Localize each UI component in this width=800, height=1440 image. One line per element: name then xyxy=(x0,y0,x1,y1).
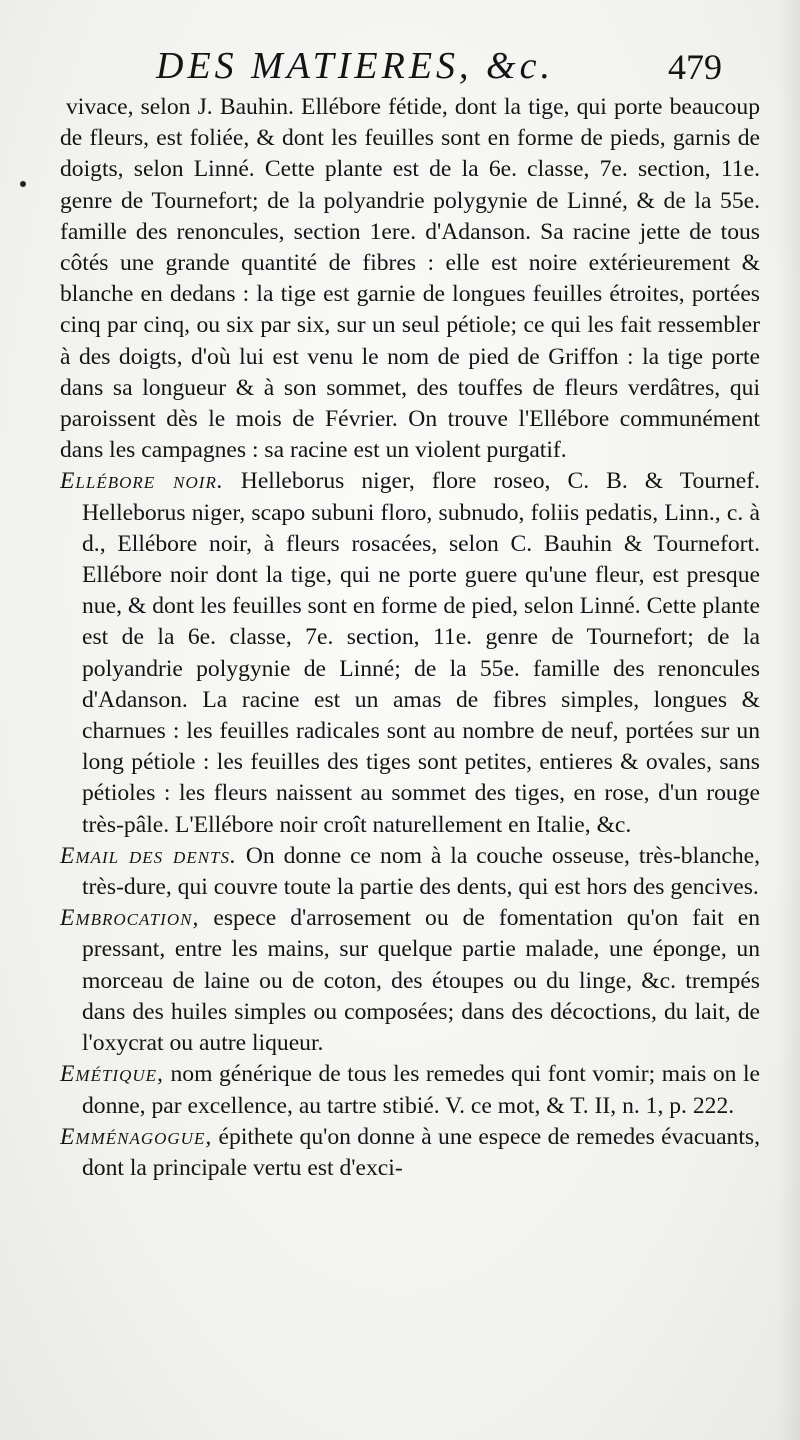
page-header xyxy=(0,44,800,96)
entry-text: nom générique de tous les remedes qui font vomir; mais on le donne, par excellence, au tartre stibié. V. ce mot, & T. II, n. 1, p. 222. xyxy=(82,1061,760,1119)
entry-text: On donne ce nom à la couche osseuse, très-blanche, très-dure, qui couvre toute la partie des dents, qui est hors des gencives. xyxy=(82,842,761,901)
entry-headword: Embrocation, xyxy=(60,905,200,932)
index-entries xyxy=(60,92,760,1184)
entry-headword: Emménagogue, xyxy=(60,1123,213,1150)
margin-bullet-mark xyxy=(20,181,26,187)
entry-text: Helleborus niger, flore roseo, C. B. & Tournef. Helleborus niger, scapo subuni floro, subnudo, foliis pedatis, Linn., c. à d., Ellébore noir, à fleurs rosacées, selon C. Bauhin & Tournefort. Ellébore noir dont la tige, qui ne porte guere qu'une fleur, est presque nue, & dont les feuilles sont en forme de pied, selon Linné. Cette plante est de la 6e. classe, 7e. section, 11e. genre de Tournefort; de la polyandrie polygynie de Linné; de la 55e. famille des renoncules d'Adanson. La racine est un amas de fibres simples, longues & charnues : les feuilles radicales sont au nombre de neuf, portées sur un long pétiole : les feuilles des tiges sont petites, entieres & ovales, sans pétioles : les fleurs naissent au sommet des tiges, en rose, d'un rouge très-pâle. L'Ellébore noir croît naturellement en Italie, &c. xyxy=(82,468,761,838)
entry-emetique xyxy=(60,1059,760,1121)
entry-email-des-dents xyxy=(60,841,760,903)
page-number: 479 xyxy=(668,47,722,87)
running-head: DES MATIERES, &c. xyxy=(156,45,554,87)
entry-ellebore-noir xyxy=(60,466,760,840)
page-edge-shadow xyxy=(778,0,800,1440)
entry-ellebore-fetide-continuation xyxy=(60,92,760,466)
entry-headword: Ellébore noir. xyxy=(60,468,224,495)
entry-text: espece d'arrosement ou de fomentation qu'on fait en pressant, entre les mains, sur quelque partie malade, une éponge, un morceau de laine ou de coton, des étoupes ou du linge, &c. trempés dans des huiles simples ou composées; dans des décoctions, du lait, de l'oxycrat ou autre liqueur. xyxy=(82,905,761,1057)
entry-text: épithete qu'on donne à une espece de remedes évacuants, dont la principale vertu est d'exci- xyxy=(82,1123,760,1181)
entry-headword: Email des dents. xyxy=(60,842,237,869)
entry-emmenagogue xyxy=(60,1122,760,1184)
entry-embrocation xyxy=(60,903,760,1059)
entry-headword: Emétique, xyxy=(60,1061,164,1088)
entry-text: vivace, selon J. Bauhin. Ellébore fétide, dont la tige, qui porte beaucoup de fleurs, est foliée, & dont les feuilles sont en forme de pieds, garnis de doigts, selon Linné. Cette plante est de la 6e. classe, 7e. section, 11e. genre de Tournefort; de la polyandrie polygynie de Linné, & de la 55e. famille des renoncules, section 1ere. d'Adanson. Sa racine jette de tous côtés une grande quantité de fibres : elle est noire extérieurement & blanche en dedans : la tige est garnie de longues feuilles étroites, portées cinq par cinq, ou six par six, sur un seul pétiole; ce qui les fait ressembler à des doigts, d'où lui est venu le nom de pied de Griffon : la tige porte dans sa longueur & à son sommet, des touffes de fleurs verdâtres, qui paroissent dès le mois de Février. On trouve l'Ellébore communément dans les campagnes : sa racine est un violent purgatif. xyxy=(60,94,760,464)
